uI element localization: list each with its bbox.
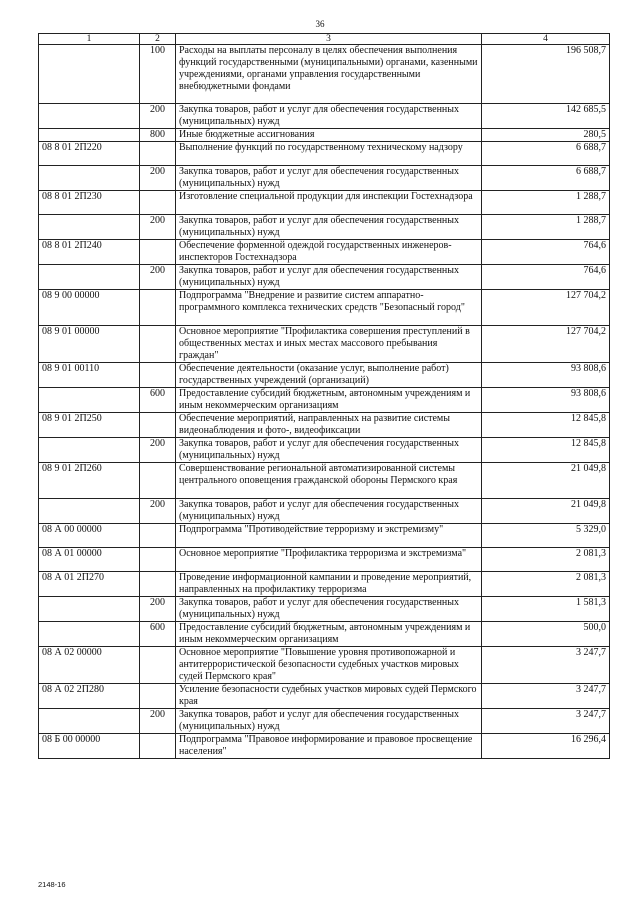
- row-description: Подпрограмма "Внедрение и развитие систем аппаратно-программного комплекса технических средств "Безопасный город": [176, 290, 482, 326]
- row-code: 08 9 01 2П260: [39, 463, 140, 499]
- row-description: Выполнение функций по государственному техническому надзору: [176, 142, 482, 166]
- row-description: Подпрограмма "Противодействие терроризму и экстремизму": [176, 524, 482, 548]
- row-amount: 127 704,2: [482, 290, 610, 326]
- table-row: [39, 240, 610, 265]
- table-row: [39, 191, 610, 215]
- row-expense-type: [140, 240, 176, 265]
- row-expense-type: 800: [140, 129, 176, 142]
- row-expense-type: [140, 734, 176, 759]
- row-amount: 5 329,0: [482, 524, 610, 548]
- table-row: [39, 499, 610, 524]
- row-code: [39, 166, 140, 191]
- column-header-1: 1: [39, 34, 140, 45]
- row-expense-type: 200: [140, 597, 176, 622]
- row-description: Обеспечение мероприятий, направленных на развитие системы видеонаблюдения и фото-, видеофиксации: [176, 413, 482, 438]
- row-amount: 1 581,3: [482, 597, 610, 622]
- table-row: [39, 215, 610, 240]
- row-code: [39, 129, 140, 142]
- row-description: Закупка товаров, работ и услуг для обеспечения государственных (муниципальных) нужд: [176, 166, 482, 191]
- column-header-3: 3: [176, 34, 482, 45]
- row-expense-type: 200: [140, 104, 176, 129]
- table-row: [39, 524, 610, 548]
- row-amount: 12 845,8: [482, 438, 610, 463]
- row-code: [39, 215, 140, 240]
- row-expense-type: 600: [140, 622, 176, 647]
- row-amount: 2 081,3: [482, 548, 610, 572]
- table-row: [39, 438, 610, 463]
- row-description: Усиление безопасности судебных участков мировых судей Пермского края: [176, 684, 482, 709]
- row-code: [39, 709, 140, 734]
- table-row: [39, 363, 610, 388]
- row-code: 08 Б 00 00000: [39, 734, 140, 759]
- table-header-row: [39, 34, 610, 45]
- row-code: [39, 597, 140, 622]
- row-description: Закупка товаров, работ и услуг для обеспечения государственных (муниципальных) нужд: [176, 709, 482, 734]
- row-code: [39, 265, 140, 290]
- row-expense-type: [140, 290, 176, 326]
- row-description: Основное мероприятие "Повышение уровня противопожарной и антитеррористической безопасности судебных участков мировых судей Пермского края": [176, 647, 482, 684]
- table-row: [39, 597, 610, 622]
- page-number: 36: [315, 19, 325, 29]
- row-expense-type: 600: [140, 388, 176, 413]
- row-expense-type: [140, 326, 176, 363]
- table-body: [39, 45, 610, 759]
- row-description: Основное мероприятие "Профилактика совершения преступлений в общественных местах и иных местах массового пребывания граждан": [176, 326, 482, 363]
- row-expense-type: [140, 548, 176, 572]
- table-row: [39, 413, 610, 438]
- row-amount: 127 704,2: [482, 326, 610, 363]
- row-code: 08 9 00 00000: [39, 290, 140, 326]
- row-code: [39, 438, 140, 463]
- column-header-2: 2: [140, 34, 176, 45]
- row-amount: 2 081,3: [482, 572, 610, 597]
- row-description: Закупка товаров, работ и услуг для обеспечения государственных (муниципальных) нужд: [176, 597, 482, 622]
- table-row: [39, 548, 610, 572]
- row-code: 08 9 01 2П250: [39, 413, 140, 438]
- row-expense-type: [140, 363, 176, 388]
- row-description: Закупка товаров, работ и услуг для обеспечения государственных (муниципальных) нужд: [176, 104, 482, 129]
- row-expense-type: [140, 572, 176, 597]
- row-code: 08 9 01 00110: [39, 363, 140, 388]
- row-description: Предоставление субсидий бюджетным, автономным учреждениям и иным некоммерческим организациям: [176, 388, 482, 413]
- row-expense-type: 200: [140, 265, 176, 290]
- row-description: Подпрограмма "Правовое информирование и правовое просвещение населения": [176, 734, 482, 759]
- row-description: Закупка товаров, работ и услуг для обеспечения государственных (муниципальных) нужд: [176, 499, 482, 524]
- table-row: [39, 572, 610, 597]
- row-expense-type: 200: [140, 438, 176, 463]
- row-description: Изготовление специальной продукции для инспекции Гостехнадзора: [176, 191, 482, 215]
- row-amount: 1 288,7: [482, 191, 610, 215]
- row-description: Закупка товаров, работ и услуг для обеспечения государственных (муниципальных) нужд: [176, 438, 482, 463]
- row-code: 08 8 01 2П240: [39, 240, 140, 265]
- budget-table: [38, 33, 610, 759]
- row-amount: 6 688,7: [482, 142, 610, 166]
- row-expense-type: 200: [140, 215, 176, 240]
- table-row: [39, 463, 610, 499]
- row-code: 08 9 01 00000: [39, 326, 140, 363]
- row-amount: 93 808,6: [482, 388, 610, 413]
- row-code: 08 А 00 00000: [39, 524, 140, 548]
- row-expense-type: 200: [140, 499, 176, 524]
- row-description: Закупка товаров, работ и услуг для обеспечения государственных (муниципальных) нужд: [176, 215, 482, 240]
- row-description: Совершенствование региональной автоматизированной системы центрального оповещения гражданской обороны Пермского края: [176, 463, 482, 499]
- row-code: [39, 499, 140, 524]
- row-amount: 280,5: [482, 129, 610, 142]
- row-amount: 12 845,8: [482, 413, 610, 438]
- table-row: [39, 142, 610, 166]
- row-amount: 21 049,8: [482, 463, 610, 499]
- row-code: 08 8 01 2П220: [39, 142, 140, 166]
- row-amount: 16 296,4: [482, 734, 610, 759]
- row-code: [39, 104, 140, 129]
- row-code: [39, 622, 140, 647]
- row-expense-type: [140, 524, 176, 548]
- table-row: [39, 290, 610, 326]
- row-expense-type: 100: [140, 45, 176, 104]
- row-amount: 764,6: [482, 265, 610, 290]
- row-amount: 3 247,7: [482, 684, 610, 709]
- row-expense-type: [140, 684, 176, 709]
- row-code: [39, 388, 140, 413]
- table-row: [39, 684, 610, 709]
- table-row: [39, 647, 610, 684]
- row-expense-type: 200: [140, 709, 176, 734]
- row-expense-type: [140, 463, 176, 499]
- row-amount: 764,6: [482, 240, 610, 265]
- table-row: [39, 129, 610, 142]
- table-row: [39, 622, 610, 647]
- row-description: Иные бюджетные ассигнования: [176, 129, 482, 142]
- table-row: [39, 388, 610, 413]
- row-description: Обеспечение форменной одеждой государственных инженеров-инспекторов Гостехнадзора: [176, 240, 482, 265]
- table-row: [39, 326, 610, 363]
- row-code: 08 А 01 00000: [39, 548, 140, 572]
- row-amount: 3 247,7: [482, 709, 610, 734]
- row-expense-type: 200: [140, 166, 176, 191]
- row-description: Обеспечение деятельности (оказание услуг, выполнение работ) государственных учреждений (организаций): [176, 363, 482, 388]
- row-amount: 142 685,5: [482, 104, 610, 129]
- table-row: [39, 45, 610, 104]
- row-description: Закупка товаров, работ и услуг для обеспечения государственных (муниципальных) нужд: [176, 265, 482, 290]
- row-description: Основное мероприятие "Профилактика терроризма и экстремизма": [176, 548, 482, 572]
- document-code: 2148-16: [38, 880, 66, 889]
- row-expense-type: [140, 413, 176, 438]
- row-code: 08 А 02 00000: [39, 647, 140, 684]
- row-expense-type: [140, 647, 176, 684]
- row-code: 08 8 01 2П230: [39, 191, 140, 215]
- row-code: 08 А 02 2П280: [39, 684, 140, 709]
- row-amount: 93 808,6: [482, 363, 610, 388]
- row-amount: 3 247,7: [482, 647, 610, 684]
- row-code: [39, 45, 140, 104]
- row-description: Расходы на выплаты персоналу в целях обеспечения выполнения функций государственными (муниципальными) органами, казенными учреждениями, органами управления государственными внебюджетными фондами: [176, 45, 482, 104]
- column-header-4: 4: [482, 34, 610, 45]
- row-expense-type: [140, 191, 176, 215]
- row-amount: 21 049,8: [482, 499, 610, 524]
- row-amount: 6 688,7: [482, 166, 610, 191]
- row-expense-type: [140, 142, 176, 166]
- row-description: Проведение информационной кампании и проведение мероприятий, направленных на профилактику терроризма: [176, 572, 482, 597]
- table-row: [39, 265, 610, 290]
- table-row: [39, 104, 610, 129]
- table-row: [39, 734, 610, 759]
- row-amount: 196 508,7: [482, 45, 610, 104]
- table-row: [39, 166, 610, 191]
- row-description: Предоставление субсидий бюджетным, автономным учреждениям и иным некоммерческим организациям: [176, 622, 482, 647]
- table-row: [39, 709, 610, 734]
- row-code: 08 А 01 2П270: [39, 572, 140, 597]
- row-amount: 1 288,7: [482, 215, 610, 240]
- row-amount: 500,0: [482, 622, 610, 647]
